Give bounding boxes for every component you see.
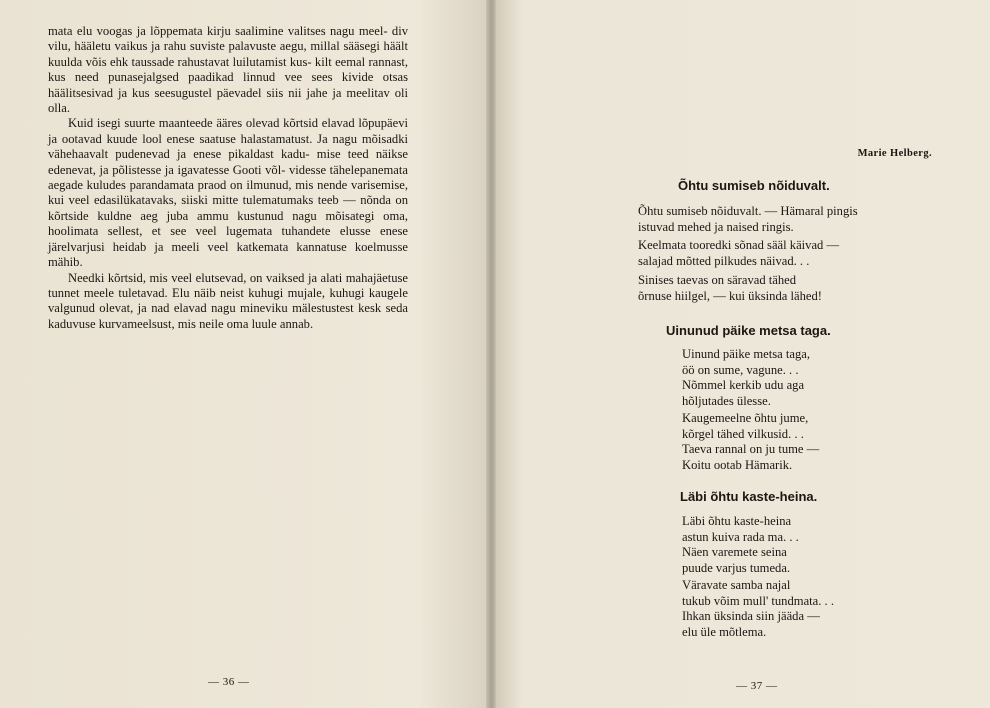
text-line: Kuid isegi suurte maanteede ääres olevad kõrtsid elavad (68, 116, 355, 131)
verse-line: öö on sume, vagune. . . (682, 362, 799, 377)
prose-text (48, 24, 408, 332)
verse-line: salajad mõtted pilkudes näivad. . . (638, 253, 810, 268)
text-line: kilt eemal rannast, kus need punasejalgsed paadikad linnud vee (48, 54, 409, 85)
book-gutter (486, 0, 496, 708)
text-line: mahajäetuse tunnet meele tuletavad. Elu näib neist kuhugi mujale, (48, 270, 408, 300)
verse-line: elu üle mõtlema. (682, 624, 767, 639)
verse-line: Näen varemete seina (682, 545, 787, 560)
paragraph-3 (48, 271, 408, 333)
author-name: Marie Helberg. (857, 148, 932, 159)
text-line: div vilu, hääletu vaikus ja rahu suviste palavuste aegu, millal (48, 24, 408, 54)
text-line: sääsegi häält kuulda võis ehk taussade rahustavat luilutamist kus- (48, 39, 408, 69)
text-line: kuhugi kaugele valgunud olevat, ja nad elavad nagu mineviku (48, 285, 408, 316)
text-line: mitte tulematumaks teeb — nõnda on kõrtside kuldne aeg juba (48, 193, 409, 223)
poem-2-stanza-1 (682, 347, 810, 409)
verse-line: Sinises taevas on säravad tähed (638, 273, 797, 287)
poem-title-2: Uinunud päike metsa taga. (666, 323, 831, 338)
text-line: katkemata kannatuse koelmusse mähib. (48, 239, 408, 270)
text-line: ammu kustunud nagu mõisategi oma, hoolimata sellest, et see veel (48, 208, 408, 239)
left-page (0, 0, 492, 708)
text-line: mata elu voogas ja lõppemata kirju saalimine valitses nagu meel- (48, 24, 388, 38)
verse-line: Väravate samba najal (682, 578, 791, 592)
text-line: nagu mõisadki vähehaavalt pudenevad ja enese pikaldast kadu- (48, 131, 409, 162)
right-page (492, 0, 990, 708)
verse-line: hõljutades ülesse. (682, 393, 771, 408)
poem-title-1: Õhtu sumiseb nõiduvalt. (678, 178, 830, 193)
verse-line: tukub võim mull' tundmata. . . (682, 593, 834, 608)
text-line: lugemata tuhandete elusse enese järelvarjusi heidab ja meeli veel (48, 224, 408, 254)
poem-1-stanza-1 (638, 204, 858, 235)
text-line: Needki kõrtsid, mis veel elutsevad, on vaiksed ja alati (68, 270, 343, 285)
text-line: sees kivide otsas häälitsesivad ja kus seesugustel päevadel siis (48, 70, 408, 100)
verse-line: Nõmmel kerkib udu aga (682, 378, 805, 393)
text-line: videsse tähelepanemata aegade kuludes parandamata praod on (48, 162, 408, 193)
verse-line: astun kuiva rada ma. . . (682, 529, 799, 544)
poem-3-stanza-2 (682, 578, 834, 640)
text-line: mise teed näikse edenevat, ja põlistesse ja igavatesse Gooti võl- (48, 147, 409, 177)
verse-line: kõrgel tähed vilkusid. . . (682, 426, 804, 441)
verse-line: Taeva rannal on ju tume — (682, 442, 820, 457)
paragraph-2 (48, 116, 408, 270)
verse-line: Õhtu sumiseb nõiduvalt. — Hämaral pingis (638, 204, 858, 218)
paragraph-1 (48, 24, 408, 116)
poem-1-stanza-2 (638, 238, 839, 269)
verse-line: Kaugemeelne õhtu jume, (682, 411, 809, 425)
verse-line: Uinund päike metsa taga, (682, 347, 810, 361)
verse-line: õrnuse hiilgel, — kui üksinda lähed! (638, 288, 822, 303)
text-line: lõpupäevi ja ootavad kuude lool enese saatuse halastamatust. Ja (48, 116, 408, 146)
verse-line: puude varjus tumeda. (682, 560, 791, 575)
text-line: mälestustest kesk seda kaduvuse kurvameelsust, mis neile oma (48, 301, 408, 331)
text-line: ilmunud, mis nende varisemise, kui veel edasilükatavaks, siiski (48, 178, 408, 208)
poem-3-stanza-1 (682, 514, 799, 576)
text-line: luule annab. (251, 316, 314, 331)
page-number: — 37 — (736, 680, 778, 692)
poem-1-stanza-3 (638, 273, 822, 304)
page-number: — 36 — (208, 676, 250, 688)
verse-line: Koitu ootab Hämarik. (682, 457, 793, 472)
poem-2-stanza-2 (682, 411, 819, 473)
poem-title-3: Läbi õhtu kaste-heina. (680, 489, 818, 504)
verse-line: Keelmata tooredki sõnad sääl käivad — (638, 238, 840, 252)
verse-line: Ihkan üksinda siin jääda — (682, 609, 820, 624)
verse-line: Läbi õhtu kaste-heina (682, 514, 792, 528)
text-line: nii jahe ja meelitav oli olla. (48, 85, 408, 116)
verse-line: istuvad mehed ja naised ringis. (638, 219, 794, 234)
